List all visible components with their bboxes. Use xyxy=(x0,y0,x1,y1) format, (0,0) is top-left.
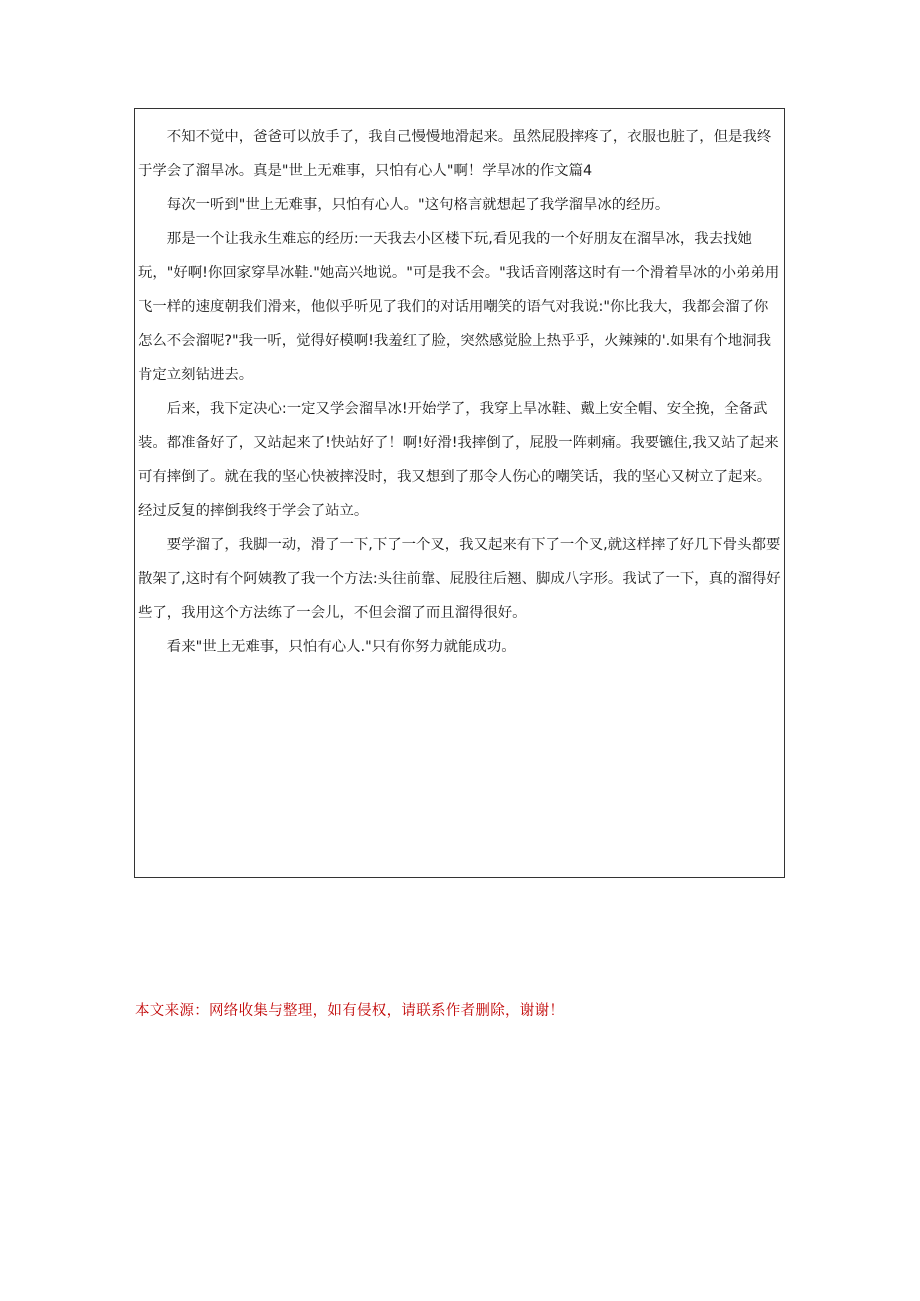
essay-paragraph-3: 那是一个让我永生难忘的经历:一天我去小区楼下玩,看见我的一个好朋友在溜旱冰，我去找她玩，"好啊!你回家穿旱冰鞋."她高兴地说。"可是我不会。"我话音刚落这时有一个滑着旱冰的小弟弟用飞一样的速度朝我们滑来，他似乎听见了我们的对话用嘲笑的语气对我说:"你比我大，我都会溜了你怎么不会溜呢?"我一听，觉得好模啊!我羞红了脸，突然感觉脸上热乎乎，火辣辣的'.如果有个地洞我肯定立刻钻进去。 xyxy=(138,231,780,383)
essay-paragraph-2: 每次一听到"世上无难事，只怕有心人。"这句格言就想起了我学溜旱冰的经历。 xyxy=(166,197,670,213)
essay-text-box xyxy=(134,108,785,878)
essay-paragraph-1: 不知不觉中，爸爸可以放手了，我自己慢慢地滑起来。虽然屁股摔疼了，衣服也脏了，但是我终于学会了溜旱冰。真是"世上无难事，只怕有心人"啊！学旱冰的作文篇4 xyxy=(138,129,772,179)
source-disclaimer: 本文来源：网络收集与整理，如有侵权，请联系作者删除，谢谢！ xyxy=(135,1003,565,1019)
essay-paragraph-5: 要学溜了，我脚一动，滑了一下,下了一个叉，我又起来有下了一个叉,就这样摔了好几下骨头都要散架了,这时有个阿姨教了我一个方法:头往前靠、屁股往后翘、脚成八字形。我试了一下，真的溜得好些了，我用这个方法练了一会儿，不但会溜了而且溜得很好。 xyxy=(138,537,781,621)
essay-paragraph-4: 后来，我下定决心:一定又学会溜旱冰!开始学了，我穿上旱冰鞋、戴上安全帽、安全挽，全备武装。都准备好了，又站起来了!快站好了！啊!好滑!我摔倒了，屁股一阵刺痛。我要镳住,我又站了起来可有摔倒了。就在我的坚心快被摔没时，我又想到了那令人伤心的嘲笑话，我的坚心又树立了起来。经过反复的摔倒我终于学会了站立。 xyxy=(138,401,779,519)
essay-paragraph-6: 看来"世上无难事，只怕有心人."只有你努力就能成功。 xyxy=(166,639,516,655)
